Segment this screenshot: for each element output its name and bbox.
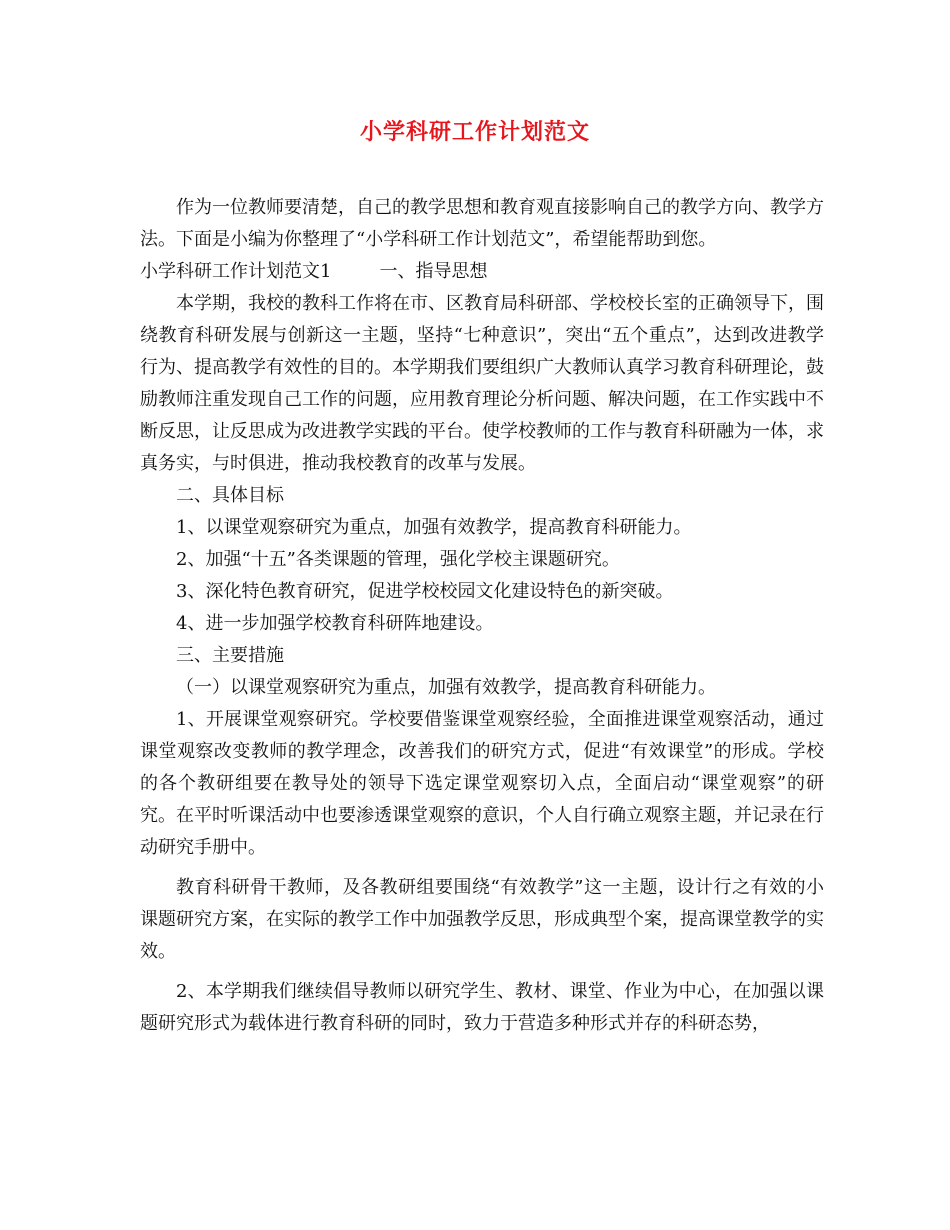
guiding-thought-paragraph: 本学期，我校的教科工作将在市、区教育局科研部、学校校长室的正确领导下，围绕教育科研发展与创新这一主题，坚持“七种意识”，突出“五个重点”，达到改进教学行为、提高教学有效性的目的。本学期我们要组织广大教师认真学习教育科研理论，鼓励教师注重发现自己工作的问题，应用教育理论分析问题、解决问题，在工作实践中不断反思，让反思成为改进教学实践的平台。使学校教师的工作与教育科研融为一体，求真务实，与时俱进，推动我校教育的改革与发展。 bbox=[140, 293, 824, 474]
measure-paragraph-1: 1、开展课堂观察研究。学校要借鉴课堂观察经验，全面推进课堂观察活动，通过课堂观察改变教师的教学理念，改善我们的研究方式，促进“有效课堂”的形成。学校的各个教研组要在教导处的领导下选定课堂观察切入点，全面启动“课堂观察”的研究。在平时听课活动中也要渗透课堂观察的意识，个人自行确立观察主题，并记录在行动研究手册中。 bbox=[140, 709, 824, 858]
paragraph-spacer bbox=[140, 968, 824, 976]
goal-item-4: 4、进一步加强学校教育科研阵地建设。 bbox=[176, 613, 494, 634]
measures-heading: 三、主要措施 bbox=[176, 645, 284, 666]
sample-title: 小学科研工作计划范文1 bbox=[140, 261, 332, 282]
section-heading: 一、指导思想 bbox=[379, 261, 488, 282]
intro-paragraph: 作为一位教师要清楚，自己的教学思想和教育观直接影响自己的教学方向、教学方法。下面是小编为你整理了“小学科研工作计划范文”，希望能帮助到您。 bbox=[140, 197, 824, 250]
goal-item-2: 2、加强“十五”各类课题的管理，强化学校主课题研究。 bbox=[176, 549, 620, 570]
goal-item-3: 3、深化特色教育研究，促进学校校园文化建设特色的新突破。 bbox=[176, 581, 674, 602]
measure-paragraph-2: 教育科研骨干教师，及各教研组要围绕“有效教学”这一主题，设计行之有效的小课题研究方案，在实际的教学工作中加强教学反思，形成典型个案，提高课堂教学的实效。 bbox=[140, 877, 824, 962]
document-title: 小学科研工作计划范文 bbox=[359, 120, 590, 145]
goals-heading: 二、具体目标 bbox=[176, 485, 284, 506]
section-heading-line bbox=[140, 256, 824, 288]
paragraph-spacer bbox=[140, 864, 824, 872]
document-body bbox=[140, 192, 824, 1040]
measures-subheading: （一）以课堂观察研究为重点，加强有效教学，提高教育科研能力。 bbox=[176, 677, 716, 698]
goal-item-1: 1、以课堂观察研究为重点，加强有效教学，提高教育科研能力。 bbox=[176, 517, 692, 538]
measure-paragraph-3: 2、本学期我们继续倡导教师以研究学生、教材、课堂、作业为中心，在加强以课题研究形式为载体进行教育科研的同时，致力于营造多种形式并存的科研态势， bbox=[140, 981, 824, 1034]
